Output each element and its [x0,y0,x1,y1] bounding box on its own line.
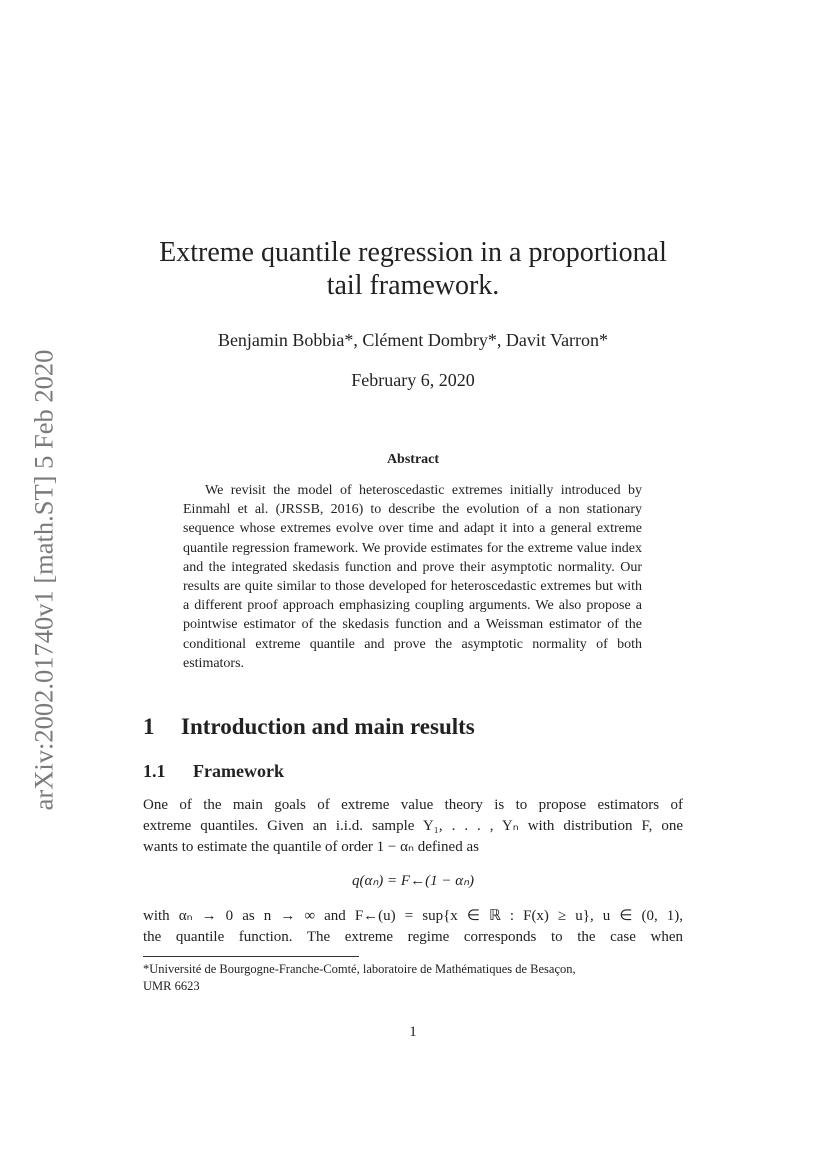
subsection-heading [143,761,284,782]
abstract-heading: Abstract [386,452,440,467]
date: February 6, 2020 [351,370,475,390]
section-title: Introduction and main results [181,714,475,739]
para1-line-1: One of the main goals of extreme value theory is to propose estimators of [143,797,683,813]
footnote-line-2: UMR 6623 [143,979,200,993]
para2-line-2: the quantile function. The extreme regime corresponds to the case when [143,929,683,945]
subsection-title: Framework [193,761,284,781]
subsection-number: 1.1 [143,761,166,781]
paper-title [120,236,706,302]
title-line-1: Extreme quantile regression in a proportional [159,237,667,268]
arxiv-stamp-text: arXiv:2002.01740v1 [math.ST] 5 Feb 2020 [28,349,59,811]
footnote-rule [143,956,359,957]
paragraph-1 [143,795,683,858]
abstract-text: We revisit the model of heteroscedastic extremes initially introduced by Einmahl et al. (JRSSB, 2016) to describe the evolution of a non stationary sequence whose extremes evolve over time and adapt it into a general extreme quantile regression framework. We provide estimates for the extreme value index and the integrated skedasis function and prove their asymptotic normality. Our results are quite similar to those developed for heteroscedastic extremes but with a different proof approach emphasizing coupling arguments. We also propose a pointwise estimator of the skedasis function and a Weissman estimator of the conditional extreme quantile and prove the asymptotic normality of both estimators. [183,483,642,671]
section-heading [143,714,475,740]
para1-line-2: extreme quantiles. Given an i.i.d. sample Y₁, . . . , Yₙ with distribution F, one [143,818,683,834]
section-number: 1 [143,714,155,739]
arxiv-stamp [24,325,64,835]
title-line-2: tail framework. [326,270,500,301]
para2-line-1: with αₙ → 0 as n → ∞ and F←(u) = sup{x ∈ ℝ : F(x) ≥ u}, u ∈ (0, 1), [143,908,683,924]
authors: Benjamin Bobbia*, Clément Dombry*, Davit Varron* [217,330,609,350]
page-number: 1 [409,1024,417,1040]
footnote-line-1: *Université de Bourgogne-Franche-Comté, laboratoire de Mathématiques de Besaçon, [143,962,576,976]
paragraph-2 [143,906,683,948]
para1-line-3: wants to estimate the quantile of order 1 − αₙ defined as [143,839,479,855]
equation-quantile: q(αₙ) = F←(1 − αₙ) [351,873,475,889]
footnote [143,961,683,995]
